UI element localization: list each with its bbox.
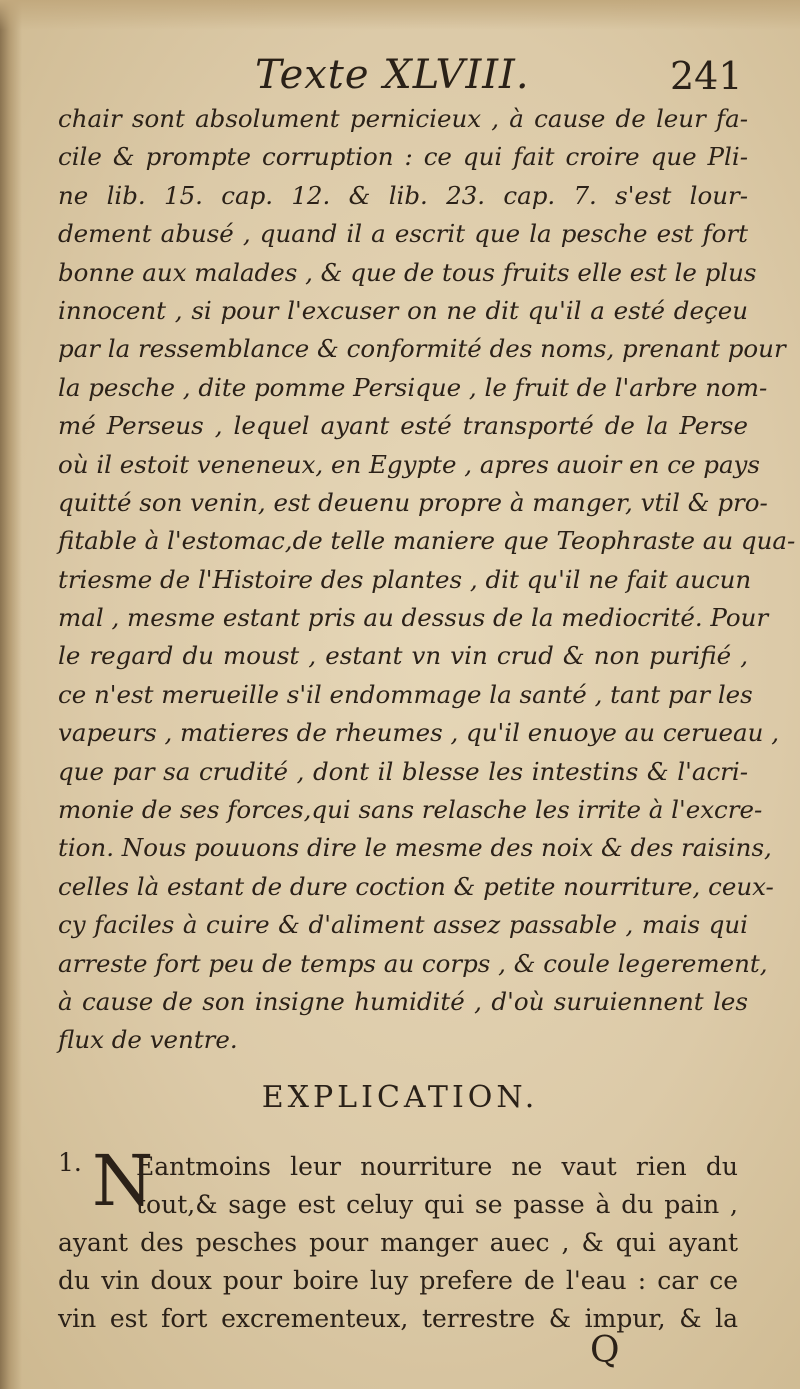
- text-line: que par sa crudité , dont il blesse les intestins & l'acri-: [58, 756, 748, 786]
- text-line: la pesche , dite pomme Persique , le fruit de l'arbre nom-: [58, 372, 768, 402]
- paragraph-line: du vin doux pour boire luy prefere de l'eau : car ce: [58, 1266, 738, 1295]
- text-line: dement abusé , quand il a escrit que la pesche est fort: [58, 219, 748, 249]
- text-line: monie de ses forces,qui sans relasche les irrite à l'excre-: [58, 795, 763, 825]
- paragraph-line: ayant des pesches pour manger auec , & qui ayant: [58, 1228, 738, 1257]
- text-line: mal , mesme estant pris au dessus de la mediocrité. Pour: [58, 603, 769, 633]
- text-line: arreste fort peu de temps au corps , & coule legerement,: [58, 948, 768, 978]
- page-number: 241: [670, 54, 743, 98]
- text-line: le regard du moust , estant vn vin crud & non purifié ,: [58, 641, 748, 671]
- text-line: ne lib. 15. cap. 12. & lib. 23. cap. 7. s'est lour-: [58, 180, 748, 210]
- text-line: par la ressemblance & conformité des noms, prenant pour: [58, 334, 786, 364]
- text-line: celles là estant de dure coction & petite nourriture, ceux-: [58, 871, 774, 901]
- text-line: vapeurs , matieres de rheumes , qu'il enuoye au cerueau ,: [58, 718, 779, 748]
- text-line: cy faciles à cuire & d'aliment assez passable , mais qui: [58, 910, 748, 940]
- text-line: où il estoit veneneux, en Egypte , apres auoir en ce pays: [58, 449, 760, 479]
- text-line: quitté son venin, est deuenu propre à manger, vtil & pro-: [58, 487, 768, 517]
- text-line: tion. Nous pouuons dire le mesme des noix & des raisins,: [58, 833, 772, 863]
- italic-text-block: [58, 100, 796, 1060]
- text-line: triesme de l'Histoire des plantes , dit qu'il ne fait aucun: [58, 564, 752, 594]
- text-line: cile & prompte corruption : ce qui fait croire que Pli-: [58, 142, 748, 172]
- section-heading: EXPLICATION.: [261, 1080, 539, 1115]
- page-gutter-shadow: [0, 0, 22, 1389]
- paragraph-line: vin est fort excrementeux, terrestre & impur, & la: [58, 1304, 738, 1333]
- text-line: chair sont absolument pernicieux , à cause de leur fa-: [58, 104, 748, 133]
- running-title: Texte XLVIII.: [255, 52, 530, 98]
- text-line: innocent , si pour l'excuser on ne dit qu'il a esté deçeu: [58, 295, 748, 325]
- text-line: à cause de son insigne humidité , d'où suruiennent les: [58, 986, 748, 1016]
- text-line: mé Perseus , lequel ayant esté transporté de la Perse: [58, 411, 748, 441]
- dropcap-initial: N: [92, 1140, 154, 1222]
- text-line: flux de ventre.: [58, 1025, 238, 1055]
- explication-paragraph: [58, 1140, 738, 1338]
- page-top-shadow: [0, 0, 800, 30]
- text-line: fitable à l'estomac,de telle maniere que Teophraste au qua-: [58, 526, 796, 556]
- page-header: [0, 52, 800, 102]
- text-line: ce n'est merueille s'il endommage la santé , tant par les: [58, 679, 753, 709]
- paragraph-line: Eantmoins leur nourriture ne vaut rien du: [136, 1152, 738, 1181]
- catchword: Q: [590, 1330, 620, 1371]
- item-number: 1.: [58, 1148, 82, 1177]
- paragraph-line: tout,& sage est celuy qui se passe à du pain ,: [136, 1190, 738, 1219]
- text-line: bonne aux malades , & que de tous fruits elle est le plus: [58, 257, 757, 287]
